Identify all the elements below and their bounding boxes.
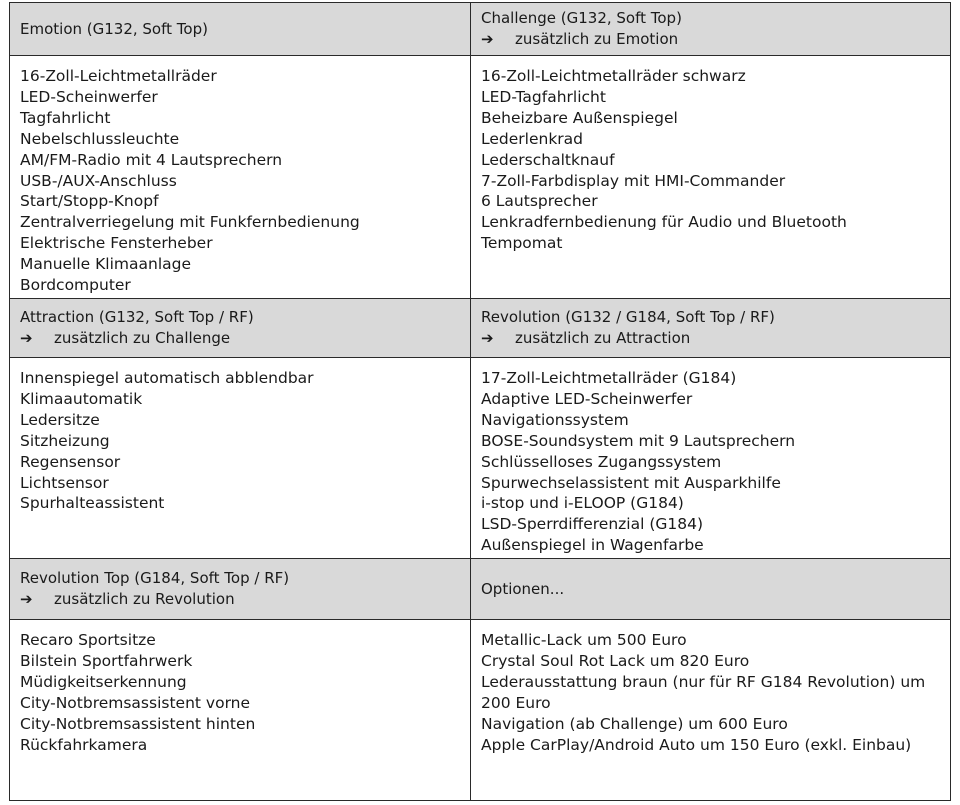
list-item: Spurhalteassistent bbox=[20, 494, 165, 513]
list-item: Sitzheizung bbox=[20, 431, 110, 450]
trim-subtitle: ➔ zusätzlich zu Attraction bbox=[481, 329, 691, 347]
trim-header-attraction bbox=[10, 299, 471, 358]
list-item: City-Notbremsassistent hinten bbox=[20, 714, 256, 733]
section-body-row bbox=[10, 620, 951, 801]
section-header-row bbox=[10, 559, 951, 620]
trim-features-emotion bbox=[10, 56, 471, 299]
list-item: 16-Zoll-Leichtmetallräder schwarz bbox=[481, 67, 746, 85]
arrow-right-icon: ➔ bbox=[481, 30, 494, 48]
list-item: Elektrische Fensterheber bbox=[20, 234, 213, 253]
list-item: Metallic-Lack um 500 Euro bbox=[481, 631, 687, 649]
trim-title: Emotion (G132, Soft Top) bbox=[20, 19, 208, 38]
list-item: Navigation (ab Challenge) um 600 Euro bbox=[481, 714, 788, 733]
feature-list bbox=[20, 368, 460, 514]
list-item: Navigationssystem bbox=[481, 410, 629, 429]
list-item: Tempomat bbox=[481, 234, 563, 253]
trim-title: Attraction (G132, Soft Top / RF) bbox=[20, 308, 254, 326]
trim-title: Optionen... bbox=[481, 579, 565, 598]
arrow-right-icon: ➔ bbox=[20, 590, 33, 608]
trim-features-challenge bbox=[471, 56, 951, 299]
arrow-right-icon: ➔ bbox=[20, 329, 33, 347]
list-item: Lederschaltknauf bbox=[481, 150, 615, 169]
list-item: Tagfahrlicht bbox=[20, 108, 111, 127]
list-item: 7-Zoll-Farbdisplay mit HMI-Commander bbox=[481, 171, 786, 190]
trim-features-revolution-top bbox=[10, 620, 471, 801]
trim-subtitle: ➔ zusätzlich zu Challenge bbox=[20, 329, 231, 347]
list-item: Lederlenkrad bbox=[481, 129, 583, 148]
section-body-row bbox=[10, 358, 951, 559]
options-list-cell bbox=[471, 620, 951, 801]
list-item: Nebelschlussleuchte bbox=[20, 129, 180, 148]
list-item: 6 Lautsprecher bbox=[481, 192, 598, 211]
list-item: Schlüsselloses Zugangssystem bbox=[481, 452, 722, 471]
list-item: Apple CarPlay/Android Auto um 150 Euro (exkl. Einbau) bbox=[481, 735, 912, 754]
list-item: 17-Zoll-Leichtmetallräder (G184) bbox=[481, 369, 737, 387]
list-item: Lederausstattung braun (nur für RF G184 Revolution) um 200 Euro bbox=[481, 672, 926, 712]
list-item: Regensensor bbox=[20, 452, 121, 471]
list-item: LSD-Sperrdifferenzial (G184) bbox=[481, 515, 704, 534]
trim-levels-table bbox=[9, 2, 951, 801]
list-item: Innenspiegel automatisch abblendbar bbox=[20, 369, 314, 387]
trim-header-emotion bbox=[10, 3, 471, 56]
list-item: Klimaautomatik bbox=[20, 389, 143, 408]
list-item: LED-Tagfahrlicht bbox=[481, 87, 606, 106]
feature-list bbox=[481, 368, 940, 556]
list-item: Crystal Soul Rot Lack um 820 Euro bbox=[481, 651, 750, 670]
trim-title: Revolution (G132 / G184, Soft Top / RF) bbox=[481, 308, 775, 326]
feature-list bbox=[20, 66, 460, 296]
trim-subtitle: ➔ zusätzlich zu Revolution bbox=[20, 590, 235, 608]
list-item: Lichtsensor bbox=[20, 473, 109, 492]
list-item: City-Notbremsassistent vorne bbox=[20, 693, 251, 712]
list-item: Außenspiegel in Wagenfarbe bbox=[481, 536, 704, 555]
list-item: i-stop und i-ELOOP (G184) bbox=[481, 494, 684, 513]
trim-header-revolution bbox=[471, 299, 951, 358]
feature-list bbox=[481, 66, 940, 254]
list-item: Bilstein Sportfahrwerk bbox=[20, 651, 193, 670]
arrow-right-icon: ➔ bbox=[481, 329, 494, 347]
list-item: 16-Zoll-Leichtmetallräder bbox=[20, 67, 217, 85]
list-item: Start/Stopp-Knopf bbox=[20, 192, 159, 211]
trim-subtitle: ➔ zusätzlich zu Emotion bbox=[481, 30, 679, 48]
list-item: Manuelle Klimaanlage bbox=[20, 255, 192, 274]
list-item: Ledersitze bbox=[20, 410, 100, 429]
list-item: AM/FM-Radio mit 4 Lautsprechern bbox=[20, 150, 283, 169]
list-item: Adaptive LED-Scheinwerfer bbox=[481, 389, 693, 408]
section-header-row bbox=[10, 299, 951, 358]
trim-features-revolution bbox=[471, 358, 951, 559]
options-header bbox=[471, 559, 951, 620]
list-item: Recaro Sportsitze bbox=[20, 631, 156, 649]
list-item: Beheizbare Außenspiegel bbox=[481, 108, 678, 127]
list-item: Zentralverriegelung mit Funkfernbedienung bbox=[20, 213, 360, 232]
trim-title: Revolution Top (G184, Soft Top / RF) bbox=[20, 569, 290, 587]
trim-title: Challenge (G132, Soft Top) bbox=[481, 9, 682, 27]
feature-list bbox=[20, 630, 460, 755]
list-item: Rückfahrkamera bbox=[20, 735, 148, 754]
list-item: Lenkradfernbedienung für Audio und Bluetooth bbox=[481, 213, 847, 232]
list-item: Müdigkeitserkennung bbox=[20, 672, 187, 691]
list-item: BOSE-Soundsystem mit 9 Lautsprechern bbox=[481, 431, 796, 450]
list-item: USB-/AUX-Anschluss bbox=[20, 171, 177, 190]
trim-features-attraction bbox=[10, 358, 471, 559]
section-body-row bbox=[10, 56, 951, 299]
list-item: Spurwechselassistent mit Ausparkhilfe bbox=[481, 473, 781, 492]
trim-header-challenge bbox=[471, 3, 951, 56]
list-item: LED-Scheinwerfer bbox=[20, 87, 158, 106]
trim-header-revolution-top bbox=[10, 559, 471, 620]
section-header-row bbox=[10, 3, 951, 56]
options-list bbox=[481, 630, 940, 755]
list-item: Bordcomputer bbox=[20, 276, 131, 295]
